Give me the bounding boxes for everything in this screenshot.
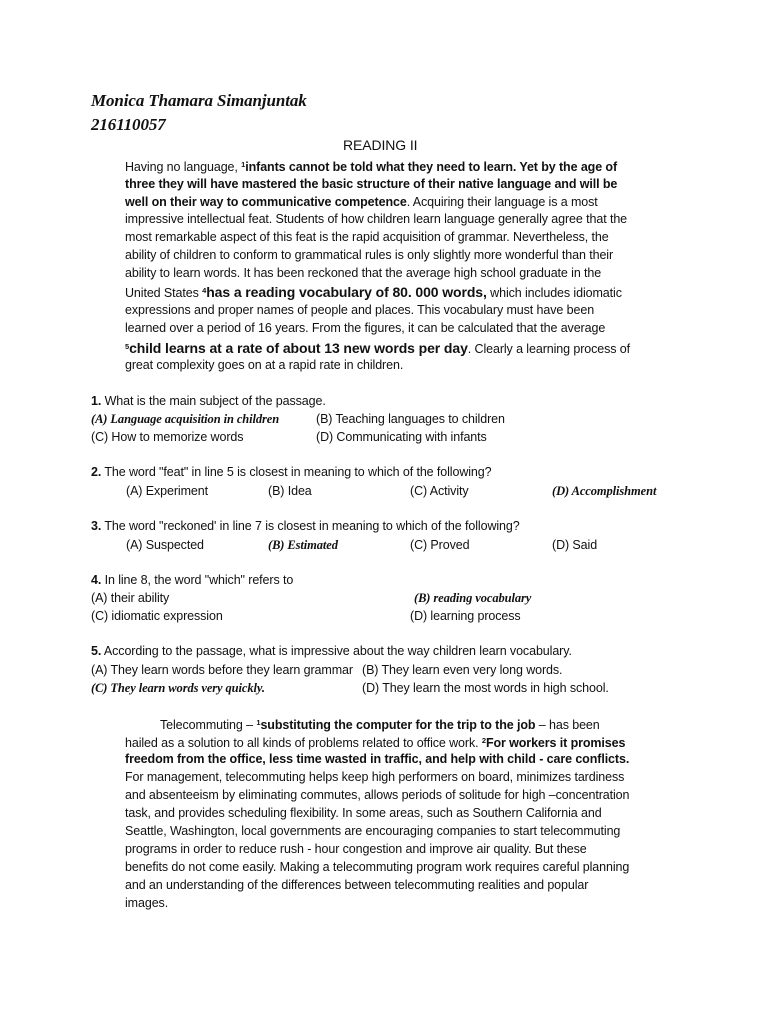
question-text: According to the passage, what is impressive about the way children learn vocabulary. bbox=[101, 644, 572, 658]
passage-2-line: task, and provides scheduling flexibility. In some areas, such as Southern California and bbox=[125, 806, 602, 820]
highlighted-text: child learns at a rate of about 13 new words per day bbox=[129, 340, 468, 356]
highlighted-text: substituting the computer for the trip to the job bbox=[260, 718, 536, 732]
passage-2-line: freedom from the office, less time wasted in traffic, and help with child - care conflicts. bbox=[125, 752, 630, 766]
passage-2-line: images. bbox=[125, 896, 169, 910]
passage-1-line bbox=[125, 338, 630, 358]
answer-option-c: (C) Activity bbox=[410, 484, 469, 498]
answer-option-c-selected: (C) They learn words very quickly. bbox=[91, 681, 265, 695]
passage-2-line bbox=[125, 732, 625, 752]
passage-text: Having no language, bbox=[125, 160, 242, 174]
answer-option-b-selected: (B) Estimated bbox=[268, 538, 338, 552]
passage-1-line: impressive intellectual feat. Students of how children learn language generally agree that the bbox=[125, 212, 628, 226]
passage-1-line: ability to learn words. It has been reckoned that the average high school graduate in the bbox=[125, 266, 602, 280]
passage-2-line: and an understanding of the differences between telecommuting realities and popular bbox=[125, 878, 589, 892]
footnote-marker: 5 bbox=[125, 342, 130, 351]
answer-option-d: (D) Communicating with infants bbox=[316, 430, 487, 444]
passage-1-line: great complexity goes on at a rapid rate in children. bbox=[125, 358, 404, 372]
page-title: READING II bbox=[343, 137, 418, 153]
question-number: 5. bbox=[91, 644, 102, 658]
question-number: 2. bbox=[91, 465, 102, 479]
passage-2-line: Seattle, Washington, local governments are encouraging companies to start telecommuting bbox=[125, 824, 621, 838]
student-id: 216110057 bbox=[91, 115, 166, 134]
answer-option-a: (A) their ability bbox=[91, 591, 170, 605]
passage-text: . Clearly a learning process of bbox=[467, 342, 631, 356]
highlighted-text: well on their way to communicative competence bbox=[125, 195, 407, 209]
answer-option-a: (A) Suspected bbox=[126, 538, 204, 552]
passage-2-line: For management, telecommuting helps keep high performers on board, minimizes tardiness bbox=[125, 770, 625, 784]
footnote-marker: 1 bbox=[256, 718, 261, 727]
answer-option-d: (D) Said bbox=[552, 538, 598, 552]
passage-1-line bbox=[125, 156, 617, 176]
question-text: The word "feat" in line 5 is closest in meaning to which of the following? bbox=[101, 465, 492, 479]
passage-text: Telecommuting – bbox=[160, 718, 257, 732]
passage-text: which includes idiomatic bbox=[486, 286, 622, 300]
question-number: 3. bbox=[91, 519, 102, 533]
question-text: What is the main subject of the passage. bbox=[101, 394, 326, 408]
answer-option-b-selected: (B) reading vocabulary bbox=[414, 591, 532, 605]
question-stem bbox=[91, 517, 520, 535]
passage-1-line: most remarkable aspect of this feat is the rapid acquisition of grammar. Nevertheless, the bbox=[125, 230, 609, 244]
answer-option-a-selected: (A) Language acquisition in children bbox=[91, 412, 280, 426]
passage-1-line: three they will have mastered the basic structure of their native language and will be bbox=[125, 177, 618, 191]
passage-1-line: learned over a period of 16 years. From the figures, it can be calculated that the average bbox=[125, 321, 606, 335]
answer-option-c: (C) Proved bbox=[410, 538, 470, 552]
answer-option-d-selected: (D) Accomplishment bbox=[552, 484, 657, 498]
passage-1-line: ability of children to conform to grammatical rules is only slightly more wonderful than their bbox=[125, 248, 614, 262]
passage-2-line bbox=[160, 714, 600, 734]
answer-option-a: (A) Experiment bbox=[126, 484, 208, 498]
question-number: 1. bbox=[91, 394, 102, 408]
question-stem bbox=[91, 392, 326, 410]
answer-option-c: (C) How to memorize words bbox=[91, 430, 244, 444]
highlighted-text: For workers it promises bbox=[485, 736, 626, 750]
author-name: Monica Thamara Simanjuntak bbox=[91, 91, 307, 110]
passage-2-line: and absenteeism by eliminating commutes, allows periods of solitude for high –concentration bbox=[125, 788, 630, 802]
answer-option-b: (B) They learn even very long words. bbox=[362, 663, 563, 677]
highlighted-text: has a reading vocabulary of 80. 000 words, bbox=[206, 284, 487, 300]
question-text: In line 8, the word "which" refers to bbox=[101, 573, 294, 587]
passage-2-line: programs in order to reduce rush - hour congestion and improve air quality. But these bbox=[125, 842, 587, 856]
answer-option-b: (B) Idea bbox=[268, 484, 312, 498]
passage-1-line: expressions and proper names of people and places. This vocabulary must have been bbox=[125, 303, 595, 317]
question-stem bbox=[91, 642, 572, 660]
passage-text: United States bbox=[125, 286, 203, 300]
question-stem bbox=[91, 463, 491, 481]
passage-text: – has been bbox=[535, 718, 600, 732]
answer-option-b: (B) Teaching languages to children bbox=[316, 412, 505, 426]
answer-option-c: (C) idiomatic expression bbox=[91, 609, 223, 623]
answer-option-a: (A) They learn words before they learn grammar bbox=[91, 663, 353, 677]
answer-option-d: (D) learning process bbox=[410, 609, 521, 623]
highlighted-text: infants cannot be told what they need to learn. Yet by the age of bbox=[245, 160, 618, 174]
passage-text: hailed as a solution to all kinds of problems related to office work. bbox=[125, 736, 482, 750]
question-stem bbox=[91, 571, 293, 589]
question-number: 4. bbox=[91, 573, 102, 587]
passage-1-line bbox=[125, 193, 598, 211]
passage-2-line: benefits do not come easily. Making a telecommuting program work requires careful planning bbox=[125, 860, 630, 874]
passage-1-line bbox=[125, 282, 622, 302]
answer-option-d: (D) They learn the most words in high school. bbox=[362, 681, 609, 695]
passage-text: . Acquiring their language is a most bbox=[406, 195, 598, 209]
footnote-marker: 1 bbox=[241, 160, 246, 169]
question-text: The word "reckoned' in line 7 is closest in meaning to which of the following? bbox=[101, 519, 520, 533]
footnote-marker: 2 bbox=[481, 736, 486, 745]
footnote-marker: 4 bbox=[202, 286, 207, 295]
